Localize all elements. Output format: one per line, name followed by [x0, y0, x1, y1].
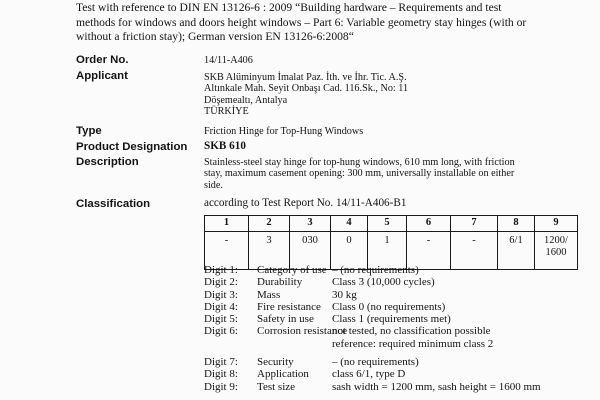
applicant-line: Döşemealtı, Antalya: [204, 94, 288, 106]
digit-name: Durability: [257, 276, 303, 289]
classification-header-cell: 2: [249, 216, 290, 232]
digit-number: Digit 7:: [204, 356, 238, 369]
digit-value-line: class 6/1, type D: [332, 368, 406, 381]
digit-row: [204, 301, 594, 313]
digit-value: [332, 381, 541, 393]
classification-header-cell: 4: [331, 216, 368, 232]
digit-number: Digit 2:: [204, 276, 238, 289]
digit-name: Safety in use: [257, 313, 314, 326]
digit-name: Mass: [257, 288, 281, 301]
digit-value-line: – (no requirements): [332, 356, 419, 369]
digit-value-line: sash width = 1200 mm, sash height = 1600 mm: [332, 380, 541, 393]
digit-value: [332, 356, 419, 368]
classification-label: Classification: [76, 198, 151, 210]
intro-line: methods for windows and doors height windows – Part 6: Variable geometry stay hinges (with or: [76, 15, 527, 29]
digit-value-line: 30 kg: [332, 288, 357, 301]
digit-name: Category of use: [257, 264, 327, 276]
classification-value-continued: 1600: [545, 247, 567, 258]
digit-value: [332, 276, 435, 288]
digit-number: Digit 8:: [204, 368, 238, 381]
description-text: [204, 157, 515, 191]
applicant-label: Applicant: [76, 70, 128, 82]
classification-header-cell: 7: [451, 216, 498, 232]
digit-number: Digit 9:: [204, 380, 238, 393]
classification-header-cell: 3: [290, 216, 331, 232]
digit-explanations: [204, 264, 594, 393]
digit-number: Digit 3:: [204, 288, 238, 301]
classification-header-cell: 8: [498, 216, 535, 232]
digit-value-line: not tested, no classification possible: [332, 325, 491, 338]
digit-name: Security: [257, 356, 294, 369]
classification-table: [204, 215, 578, 270]
digit-value: [332, 313, 451, 325]
classification-value: 0: [346, 235, 352, 246]
order-no-value: 14/11-A406: [204, 55, 253, 66]
digit-row: [204, 325, 594, 350]
classification-value: 1: [384, 235, 390, 246]
classification-header-row: [205, 216, 578, 232]
digit-value-line: Class 1 (requirements met): [332, 313, 451, 326]
digit-value: [332, 368, 405, 380]
classification-header-cell: 5: [368, 216, 407, 232]
digit-value: [332, 264, 419, 276]
applicant-address: [204, 72, 408, 118]
classification-header-cell: 1: [205, 216, 249, 232]
type-label: Type: [76, 125, 102, 137]
digit-value: [332, 289, 357, 301]
digit-value-line: Class 0 (no requirements): [332, 300, 446, 313]
description-label: Description: [76, 156, 139, 168]
applicant-line: Altınkale Mah. Seyit Onbaşı Cad. 116.Sk., No: 11: [204, 83, 409, 95]
digit-row: [204, 356, 594, 368]
applicant-line: SKB Alüminyum İmalat Paz. İth. ve İhr. Tic. A.Ş.: [204, 72, 407, 83]
digit-number: Digit 1:: [204, 264, 238, 276]
digit-row: [204, 313, 594, 325]
digit-row: [204, 289, 594, 301]
digit-row: [204, 276, 594, 288]
classification-value: 3: [266, 235, 272, 246]
classification-value: 1200/: [544, 235, 568, 246]
digit-value: [332, 301, 445, 313]
product-designation-label: Product Designation: [76, 141, 188, 153]
description-line: stay, maximum casement opening: 300 mm, universally installable on either: [204, 168, 515, 180]
digit-name: Fire resistance: [257, 300, 321, 313]
digit-value-line: reference: required minimum class 2: [332, 337, 494, 350]
order-no-label: Order No.: [76, 54, 129, 66]
digit-row: [204, 264, 594, 276]
intro-line: without a friction stay); German version EN 13126-6:2008“: [76, 30, 354, 43]
type-value: Friction Hinge for Top-Hung Windows: [204, 126, 364, 137]
digit-number: Digit 5:: [204, 313, 238, 326]
classification-value: 030: [302, 235, 318, 246]
test-reference-intro: [76, 1, 576, 45]
digit-number: Digit 4:: [204, 300, 238, 313]
digit-value-line: – (no requirements): [332, 264, 419, 276]
digit-value-line: Class 3 (10,000 cycles): [332, 276, 435, 289]
digit-row: [204, 368, 594, 380]
description-line: Stainless-steel stay hinge for top-hung windows, 610 mm long, with friction: [204, 157, 515, 168]
digit-number: Digit 6:: [204, 325, 238, 338]
applicant-line: TÜRKİYE: [204, 106, 249, 118]
classification-value: 6/1: [509, 235, 523, 246]
digit-value: [332, 325, 493, 350]
classification-value: -: [224, 235, 229, 246]
digit-name: Test size: [257, 380, 296, 393]
digit-name: Corrosion resistance: [257, 325, 348, 338]
digit-name: Application: [257, 368, 309, 381]
classification-header-cell: 9: [535, 216, 578, 232]
product-designation-value: SKB 610: [204, 140, 246, 152]
description-line: side.: [204, 179, 223, 191]
classification-header-cell: 6: [407, 216, 451, 232]
classification-value: -: [472, 235, 476, 246]
classification-value: -: [426, 235, 431, 246]
classification-reference: according to Test Report No. 14/11-A406-B1: [204, 197, 407, 209]
digit-row: [204, 381, 594, 393]
intro-line: Test with reference to DIN EN 13126-6 : 2009 “Building hardware – Requirements and test: [76, 1, 502, 14]
